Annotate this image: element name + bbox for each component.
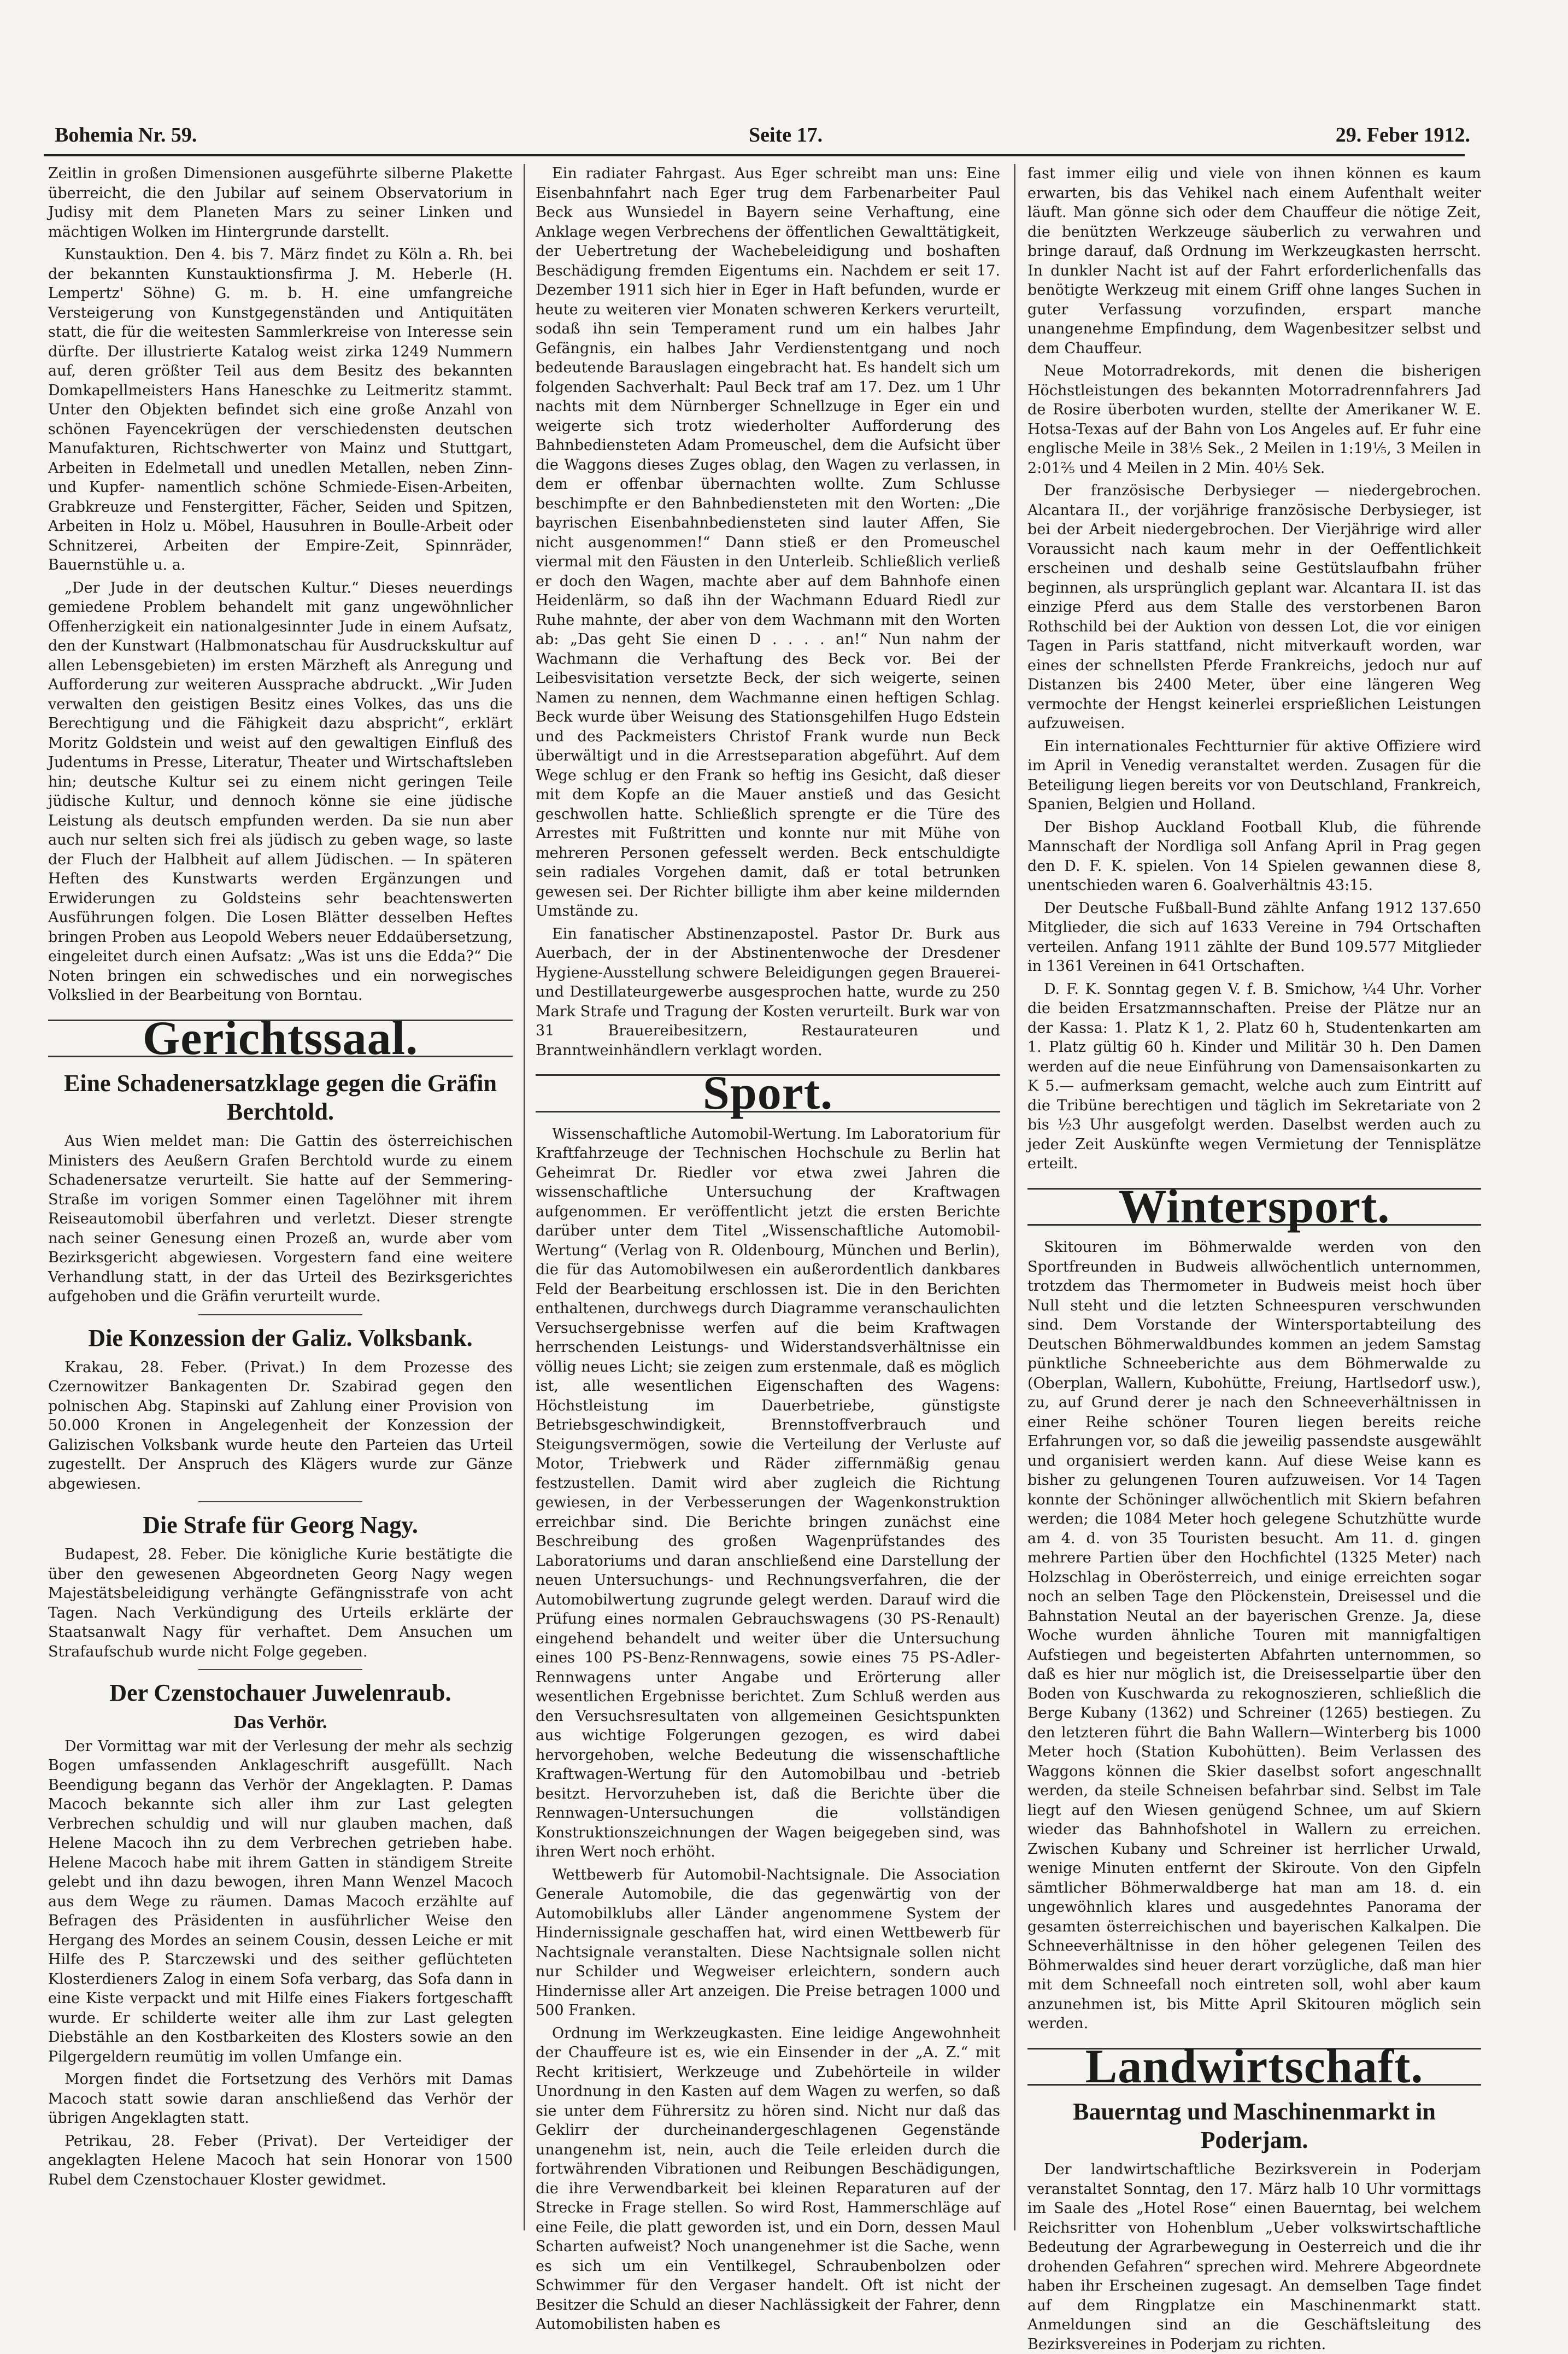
article-paragraph: Ein internationales Fechtturnier für aktive Offiziere wird im April in Venedig veranstaltet werden. Zusagen für die Beteiligung liegen bereits vor von Deutschland, Frankreich, Spanien, Belgien und Holland.	[1027, 737, 1481, 813]
article-separator	[198, 1669, 362, 1670]
page-header	[44, 118, 1470, 156]
article-headline: Eine Schadenersatzklage gegen die Gräfin Berchtold.	[64, 1070, 497, 1125]
article-separator	[198, 1314, 362, 1315]
article-paragraph: Budapest, 28. Feber. Die königliche Kurie bestätigte die über den gewesenen Abgeordneten Georg Nagy wegen Majestätsbeleidigung verhängte Gefängnisstrafe von acht Tagen. Nach Verkündigung des Urteils erklärte der Staatsanwalt Nagy für verhaftet. Dem Ansuchen um Strafaufschub wurde nicht Folge gegeben.	[48, 1546, 513, 1660]
article-paragraph: Petrikau, 28. Feber (Privat). Der Verteidiger der angeklagten Helene Macoch hat sein Honorar von 1500 Rubel dem Czenstochauer Kloster gewidmet.	[48, 2132, 513, 2188]
article-paragraph: fast immer eilig und viele von ihnen können es kaum erwarten, bis das Vehikel nach einem Aufenthalt weiter läuft. Man gönne sich oder dem Chauffeur die nötige Zeit, die benützten Werkzeuge säuberlich zu verwahren und bringe darauf, daß Ordnung im Werkzeugkasten herrscht. In dunkler Nacht ist auf der Fahrt erforderlichenfalls das benötigte Werkzeug mit einem Griff ohne langes Suchen in guter Verfassung vorzufinden, erspart manche unangenehme Empfindung, dem Wagenbesitzer selbst und dem Chauffeur.	[1027, 165, 1481, 357]
article-headline: Bauerntag und Maschinenmarkt in Poderjam.	[1073, 2098, 1436, 2153]
article-headline: Die Strafe für Georg Nagy.	[143, 1512, 418, 1538]
column-1	[48, 164, 513, 2230]
article-paragraph: Der landwirtschaftliche Bezirksverein in Poderjam veranstaltet Sonntag, den 17. März halb 10 Uhr vormittags im Saale des „Hotel Rose“ einen Bauerntag, bei welchem Reichsritter von Hohenblum „Ueber volkswirtschaftliche Bedeutung der Agrarbewegung in Oesterreich und die ihr drohenden Gefahren“ sprechen wird. Mehrere Abgeordnete haben ihr Erscheinen zugesagt. An demselben Tage findet auf dem Ringplatze ein Maschinenmarkt statt. Anmeldungen sind an die Geschäftsleitung des Bezirksvereines in Poderjam zu richten.	[1027, 2161, 1481, 2353]
article-headline: Die Konzession der Galiz. Volksbank.	[88, 1324, 473, 1351]
header-date: 29. Feber 1912.	[1335, 124, 1470, 147]
section-title-agriculture: Landwirtschaft.	[1027, 2048, 1481, 2086]
section-title-court: Gerichtssaal.	[48, 1020, 513, 1058]
section-title-sport: Sport.	[536, 1074, 1000, 1112]
article-paragraph: Aus Wien meldet man: Die Gattin des österreichischen Ministers des Aeußern Grafen Berchtold wurde zu einem Schadenersatze verurteilt. Sie hatte auf der Semmering-Straße im vorigen Sommer einen Tagelöhner mit ihrem Reiseautomobil überfahren und verletzt. Dieser strengte nach seiner Genesung einen Prozeß an, wurde aber vom Bezirksgericht abgewiesen. Vorgestern fand eine weitere Verhandlung statt, in der das Urteil des Bezirksgerichtes aufgehoben und die Gräfin verurteilt wurde.	[48, 1133, 513, 1305]
article-paragraph: Der Deutsche Fußball-Bund zählte Anfang 1912 137.650 Mitglieder, die sich auf 1633 Vereine in 794 Ortschaften verteilen. Anfang 1911 zählte der Bund 109.577 Mitglieder in 1361 Vereinen in 641 Ortschaften.	[1027, 899, 1481, 975]
column-2	[536, 164, 1000, 2333]
article-headline: Der Czenstochauer Juwelenraub.	[109, 1679, 451, 1706]
column-rule-2	[1014, 164, 1015, 2230]
article-paragraph: Wettbewerb für Automobil-Nachtsignale. Die Association Generale Automobile, die das gegenwärtig von der Automobilklubs aller Länder angenommene System der Hindernissignale geschaffen hat, wird einen Wettbewerb für Nachtsignale veranstalten. Diese Nachtsignale sollen nicht nur Schilder und Wegweiser erleichtern, sondern auch Hindernisse aller Art anzeigen. Die Preise betragen 1000 und 500 Franken.	[536, 1866, 1000, 2019]
section-title-wintersport: Wintersport.	[1027, 1188, 1481, 1226]
article-paragraph: Ein fanatischer Abstinenzapostel. Pastor Dr. Burk aus Auerbach, der in der Abstinentenwoche der Dresdener Hygiene-Ausstellung schwere Beleidigungen gegen Brauerei- und Destillateurgewerbe ausgesprochen hatte, wurde zu 250 Mark Strafe und Tragung der Kosten verurteilt. Burk war von 31 Brauereibesitzern, Restaurateuren und Branntweinhändlern verklagt worden.	[536, 925, 1000, 1059]
article-paragraph: Der Vormittag war mit der Verlesung der mehr als sechzig Bogen umfassenden Anklageschrift ausgefüllt. Nach Beendigung begann das Verhör der Angeklagten. P. Damas Macoch bekannte sich aller ihm zur Last gelegten Verbrechen schuldig und will nur glauben machen, daß Helene Macoch ihn zu dem Verbrechen getrieben habe. Helene Macoch habe mit ihrem Gatten in ständigem Streite gelebt und ihn dazu bewogen, ihren Mann Wenzel Macoch aus dem Wege zu räumen. Damas Macoch erzählte auf Befragen des Präsidenten in ausführlicher Weise den Hergang des Mordes an seinem Cousin, dessen Leiche er mit Hilfe des P. Starczewski und des seither geflüchteten Klosterdieners Zalog in einem Sofa verbarg, das Sofa dann in eine Kiste verpackt und mit Hilfe eines Fiakers fortgeschafft wurde. Er schilderte weiter alle ihm zur Last gelegten Diebstähle an den Kostbarkeiten des Klosters sowie an den Pilgergeldern reumütig im vollen Umfange ein.	[48, 1737, 513, 2065]
article-paragraph: Zeitlin in großen Dimensionen ausgeführte silberne Plakette überreicht, die den Jubilar auf seinem Observatorium in Judisy mit dem Planeten Mars zu seiner Linken und mächtigen Wolken im Hintergrunde darstellt.	[48, 165, 513, 241]
article-paragraph: Ein radiater Fahrgast. Aus Eger schreibt man uns: Eine Eisenbahnfahrt nach Eger trug dem Farbenarbeiter Paul Beck aus Wunsiedel in Bayern seine Verhaftung, eine Anklage wegen Verbrechens der öffentlichen Gewalttätigkeit, der Uebertretung der Wachebeleidigung und boshaften Beschädigung fremden Eigentums ein. Nachdem er seit 17. Dezember 1911 sich hier in Eger in Haft befunden, wurde er heute zu weiteren vier Monaten schweren Kerkers verurteilt, sodaß ihn sein Temperament rund um ein halbes Jahr Gefängnis, ein halbes Jahr Verdienstentgang und noch bedeutende Barauslagen eingebracht hat. Es handelt sich um folgenden Sachverhalt: Paul Beck traf am 17. Dez. um 1 Uhr nachts mit dem Nürnberger Schnellzuge in Eger ein und weigerte sich trotz wiederholter Aufforderung des Bahnbediensteten Adam Promeuschel, dem die Aufsicht über die Waggons dieses Zuges oblag, den Wagen zu verlassen, in dem er offenbar übernachten wollte. Zum Schlusse beschimpfte er den Bahnbediensteten mit den Worten: „Die bayrischen Eisenbahnbediensteten sind lauter Affen, Sie nicht ausgenommen!“ Dann stieß er den Promeuschel viermal mit den Fäusten in den Unterleib. Schließlich verließ er doch den Wagen, machte aber auf dem Bahnhofe einen Heidenlärm, so daß ihn der Wachmann Eduard Riedl zur Ruhe mahnte, der aber von dem Wachmann mit den Worten ab: „Das geht Sie einen D . . . . an!“ Nun nahm der Wachmann die Verhaftung des Beck vor. Bei der Leibesvisitation versetzte Beck, der sich weigerte, seinen Namen zu nennen, dem Wachmanne einen heftigen Schlag. Beck wurde über Weisung des Stationsgehilfen Hugo Edstein und des Packmeisters Christof Frank wurde nun Beck überwältigt und in die Arrestseparation abgeführt. Auf dem Wege schlug er den Frank so heftig ins Gesicht, daß dieser mit dem Kopfe an die Mauer anstieß und das Gesicht geschwollen hatte. Schließlich sprengte er die Türe des Arrestes mit Fußtritten und konnte nur mit Mühe von mehreren Personen gefesselt werden. Beck entschuldigte sein radiales Vorgehen damit, daß er total betrunken gewesen sei. Der Richter billigte ihm aber keine mildernden Umstände zu.	[536, 165, 1000, 920]
article-paragraph: Krakau, 28. Feber. (Privat.) In dem Prozesse des Czernowitzer Bankagenten Dr. Szabirad gegen den polnischen Abg. Stapinski auf Zahlung einer Provision von 50.000 Kronen in Angelegenheit der Konzession der Galizischen Volksbank wurde heute den Parteien das Urteil zugestellt. Der Anspruch des Klägers wurde zur Gänze abgewiesen.	[48, 1358, 513, 1492]
header-page-number: Seite 17.	[749, 124, 823, 147]
article-paragraph: Neue Motorradrekords, mit denen die bisherigen Höchstleistungen des bekannten Motorradrennfahrers Jad de Rosire überboten wurden, stellte der Amerikaner W. E. Hotsa-Texas auf der Bahn von Los Angeles auf. Er fuhr eine englische Meile in 38⅕ Sek., 2 Meilen in 1:19⅕, 3 Meilen in 2:01⅖ und 4 Meilen in 2 Min. 40⅕ Sek.	[1027, 362, 1481, 477]
article-paragraph: „Der Jude in der deutschen Kultur.“ Dieses neuerdings gemiedene Problem behandelt mit ganz ungewöhnlicher Offenherzigkeit ein nationalgesinnter Jude in einem Aufsatz, den der Kunstwart (Halbmonatschau für Ausdruckskultur auf allen Lebensgebieten) im ersten Märzheft als Anregung und Aufforderung zur weiteren Aussprache abdruckt. „Wir Juden verwalten den geistigen Besitz eines Volkes, das uns die Berechtigung und die Fähigkeit dazu abspricht“, erklärt Moritz Goldstein und weist auf den gewaltigen Einfluß des Judentums in Presse, Literatur, Theater und Wirtschaftsleben hin; deutsche Kultur sei zu einem nicht geringen Teile jüdische Kultur, und dennoch könne sie eine jüdische Leistung als deutsch empfunden werden. Da sie nun aber auch nur selten sich frei als jüdisch zu geben wage, so laste der Fluch der Halbheit auf allem Jüdischen. — In späteren Heften des Kunstwarts werden Ergänzungen und Erwiderungen zu Goldsteins sehr beachtenswerten Ausführungen folgen. Die Losen Blätter desselben Heftes bringen Proben aus Leopold Webers neuer Eddaübersetzung, eingeleitet durch einen Aufsatz: „Was ist uns die Edda?“ Die Noten bringen ein schwedisches und ein norwegisches Volkslied in der Bearbeitung von Borntau.	[48, 579, 513, 1004]
article-paragraph: Kunstauktion. Den 4. bis 7. März findet zu Köln a. Rh. bei der bekannten Kunstauktionsfirma J. M. Heberle (H. Lempertz' Söhne) G. m. b. H. eine umfangreiche Versteigerung von Kunstgegenständen und Antiquitäten statt, die für die weitesten Sammlerkreise von Interesse sein dürfte. Der illustrierte Katalog weist zirka 1249 Nummern auf, deren größter Teil aus dem Besitz des bekannten Domkapellmeisters Hans Haneschke zu Leitmeritz stammt. Unter den Objekten befindet sich eine große Anzahl von schönen Fayencekrügen der verschiedensten deutschen Manufakturen, Richtschwerter von Mainz und Stuttgart, Arbeiten in Edelmetall und unedlen Metallen, neben Zinn- und Kupfer- namentlich schöne Schmiede-Eisen-Arbeiten, Grabkreuze und Fenstergitter, Fächer, Seiden und Spitzen, Arbeiten in Holz u. Möbel, Hausuhren in Boulle-Arbeit oder Schnitzerei, Arbeiten der Empire-Zeit, Spinnräder, Bauernstühle u. a.	[48, 246, 513, 573]
article-paragraph: D. F. K. Sonntag gegen V. f. B. Smichow, ¼4 Uhr. Vorher die beiden Ersatzmannschaften. Preise der Plätze nur an der Kassa: 1. Platz K 1, 2. Platz 60 h, Studentenkarten am 1. Platz gültig 60 h. Kinder und Militär 30 h. Den Damen werden auf die neue Einführung von Damensaisonkarten zu K 5.— aufmerksam gemacht, welche auch zum Eintritt auf die Tribüne berechtigen und täglich im Sekretariate von 2 bis ½3 Uhr ausgefolgt werden. Daselbst werden auch zu jeder Zeit Auskünfte wegen Vermietung der Tennisplätze erteilt.	[1027, 980, 1481, 1172]
article-separator	[198, 1501, 362, 1502]
article-paragraph: Morgen findet die Fortsetzung des Verhörs mit Damas Macoch statt sowie daran anschließend das Verhör der übrigen Angeklagten statt.	[48, 2071, 513, 2127]
article-subheadline: Das Verhör.	[233, 1712, 327, 1732]
article-paragraph: Der französische Derbysieger — niedergebrochen. Alcantara II., der vorjährige französische Derbysieger, ist bei der Arbeit niedergebrochen. Der Vierjährige wird aller Voraussicht nach kaum mehr in der Oeffentlichkeit erscheinen und deshalb seine Gestütslaufbahn früher beginnen, als ursprünglich geplant war. Alcantara II. ist das einzige Pferd aus dem Stalle des verstorbenen Baron Rothschild bei der Auktion von dessen Lot, die vor einigen Tagen in Paris stattfand, nicht mitverkauft worden, war eines der schnellsten Pferde Frankreichs, jedoch nur auf Distanzen bis 2400 Meter, über eine längeren Weg vermochte der Hengst keinerlei ersprießlichen Leistungen aufzuweisen.	[1027, 482, 1481, 732]
article-paragraph: Ordnung im Werkzeugkasten. Eine leidige Angewohnheit der Chauffeure ist es, wie ein Einsender in der „A. Z.“ mit Recht kritisiert, Werkzeuge und Zubehörteile in wilder Unordnung in den Kasten auf dem Wagen zu werfen, so daß sie unter dem Führersitz zu hören sind. Nicht nur daß das Geklirr der durcheinandergeschlagenen Gegenstände unangenehm ist, nein, auch die Teile erleiden durch die fortwährenden Vibrationen und Reibungen Beschädigungen, die ihre Verwendbarkeit bei kleinen Reparaturen auf der Strecke in Frage stellen. So wird Rost, Hammerschläge auf eine Feile, die platt geworden ist, und ein Dorn, dessen Maul Scharten aufweist? Noch unangenehmer ist die Sache, wenn es sich um ein Ventilkegel, Schraubenbolzen oder Schwimmer für den Vergaser handelt. Oft ist nicht der Besitzer die Schuld an dieser Nachlässigkeit der Fahrer, denn Automobilisten haben es	[536, 2024, 1000, 2333]
article-paragraph: Skitouren im Böhmerwalde werden von den Sportfreunden in Budweis allwöchentlich unternommen, trotzdem das Thermometer in Budweis meist hoch über Null steht und die letzten Schneespuren verschwunden sind. Dem Vorstande der Wintersportabteilung des Deutschen Böhmerwaldbundes kommen an jedem Samstag pünktliche Schneeberichte aus dem Böhmerwalde zu (Oberplan, Wallern, Kubohütte, Freiung, Hartlsedorf usw.), zu, auf Grund derer je nach den Schneeverhältnissen in einer Reihe schöner Touren liegen bereits reiche Erfahrungen vor, so daß die jeweilig passendste ausgewählt und organisiert werden kann. Auf diese Weise kann es bisher zu gelungenen Touren aufzuweisen. Vor 14 Tagen konnte der Schöninger allwöchentlich mit Skiern befahren werden; die 1084 Meter hoch gelegene Schutzhütte wurde am 4. d. von 35 Touristen besucht. Am 11. d. gingen mehrere Partien über den Hochfichtel (1325 Meter) nach Holzschlag in Oberösterreich, und einige erreichten sogar noch an selben Tage den Plöckenstein, Dreisessel und die Bahnstation Neutal an der bayerischen Grenze. Ja, diese Woche wurden ähnliche Touren mit mannigfaltigen Aufstiegen und begeisterten Abfahrten unternommen, so daß es hier nur möglich ist, die Dreisesselpartie über den Boden von Kuschwarda zu rekognoszieren, schließlich die Berge Kubany (1362) und Schreiner (1265) bestiegen. Zu den letzteren führt die Bahn Wallern—Winterberg bis 1000 Meter hoch (Station Kubohütten). Beim Verlassen des Waggons können die Skier daselbst sofort angeschnallt werden, da steile Schneisen befahrbar sind. Selbst im Tale liegt auf den Wiesen genügend Schnee, um auf Skiern wieder das Bahnhofshotel in Wallern zu erreichen. Zwischen Kubany und Schreiner ist herrlicher Urwald, wenige Minuten entfernt der Skiroute. Von den Gipfeln sämtlicher Böhmerwaldberge hat man am 18. d. ein ungewöhnlich klares und ausgedehntes Panorama der gesamten österreichischen und bayerischen Kalkalpen. Die Schneeverhältnisse in den höher gelegenen Teilen des Böhmerwaldes sind heuer derart vorzügliche, daß man hier mit dem Schneefall noch eintreten soll, wohl aber kaum anzunehmen ist, bis Mitte April Skitouren möglich sein werden.	[1027, 1239, 1481, 2032]
column-3	[1027, 164, 1481, 2353]
article-paragraph: Der Bishop Auckland Football Klub, die führende Mannschaft der Nordliga soll Anfang April in Prag gegen den D. F. K. spielen. Von 14 Spielen gewannen diese 8, unentschieden waren 6. Goalverhältnis 43:15.	[1027, 818, 1481, 894]
header-issue: Bohemia Nr. 59.	[55, 124, 197, 147]
column-rule-1	[524, 164, 525, 2230]
article-paragraph: Wissenschaftliche Automobil-Wertung. Im Laboratorium für Kraftfahrzeuge der Technischen Hochschule zu Berlin hat Geheimrat Dr. Riedler vor etwa zwei Jahren die wissenschaftliche Untersuchung der Kraftwagen aufgenommen. Er veröffentlicht jetzt die ersten Berichte darüber unter dem Titel „Wissenschaftliche Automobil-Wertung“ (Verlag von R. Oldenbourg, München und Berlin), die für das Automobilwesen ein außerordentlich dankbares Feld der Bearbeitung erschlossen ist. Die in den Berichten enthaltenen, durchwegs durch Diagramme veranschaulichten Versuchsergebnisse werfen auf die beim Kraftwagen herrschenden Leistungs- und Widerstandsverhältnisse ein völlig neues Licht; sie zeigen zum erstenmale, daß es möglich ist, alle wesentlichen Eigenschaften des Wagens: Höchstleistung im Dauerbetriebe, günstigste Betriebsgeschwindigkeit, Brennstoffverbrauch und Steigungsvermögen, sowie die Verteilung der Verluste auf Motor, Triebwerk und Räder ziffernmäßig genau festzustellen. Damit wird aber zugleich die Richtung gewiesen, in der Verbesserungen der Wagenkonstruktion erreichbar sind. Die Berichte bringen zunächst eine Beschreibung des großen Wagenprüfstandes des Laboratoriums und daran anschließend eine Darstellung der neuen Untersuchungs- und Rechnungsverfahren, die der Automobilwertung zugrunde gelegt werden. Darauf wird die Prüfung eines normalen Gebrauchswagens (30 PS-Renault) eingehend behandelt und weiter über die Untersuchung eines 100 PS-Benz-Rennwagens, sowie eines 75 PS-Adler-Rennwagens unter Angabe und Erörterung aller wesentlichen Ergebnisse berichtet. Zum Schluß werden aus den Versuchsresultaten von allgemeinen Gesichtspunkten aus wichtige Folgerungen gezogen, es wird dabei hervorgehoben, welche Bedeutung die wissenschaftliche Kraftwagen-Wertung für den Automobilbau und -betrieb besitzt. Hervorzuheben ist, daß die Berichte über die Rennwagen-Untersuchungen die vollständigen Konstruktionszeichnungen der Wagen beigegeben sind, was ihren Wert noch erhöht.	[536, 1125, 1000, 1860]
header-rule	[44, 154, 1465, 156]
